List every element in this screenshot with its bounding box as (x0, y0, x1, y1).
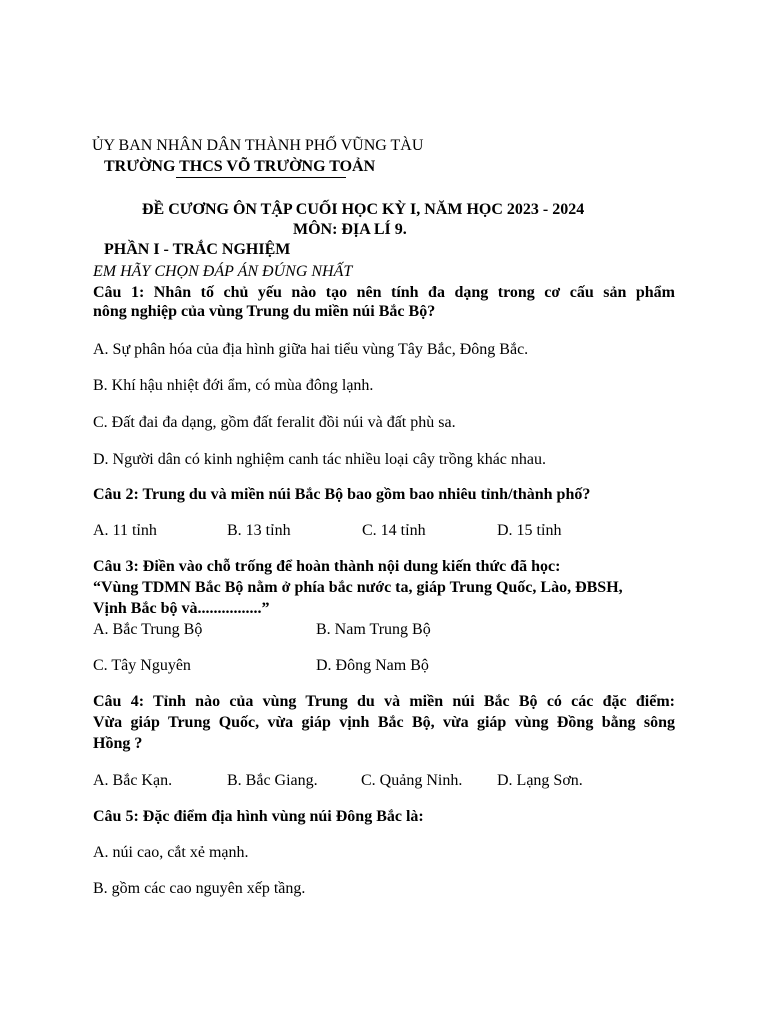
header-underline (176, 177, 346, 178)
question-4-line-3: Hồng ? (93, 735, 143, 752)
question-5-option-b: B. gồm các cao nguyên xếp tầng. (93, 880, 306, 897)
question-1-option-c: C. Đất đai đa dạng, gồm đất feralit đồi núi và đất phù sa. (93, 414, 456, 431)
question-2-option-a: A. 11 tỉnh (93, 522, 157, 539)
question-1-option-b: B. Khí hậu nhiệt đới ẩm, có mùa đông lạnh. (93, 377, 374, 394)
committee-header: ỦY BAN NHÂN DÂN THÀNH PHỐ VŨNG TÀU (92, 137, 424, 154)
question-3-option-b: B. Nam Trung Bộ (316, 621, 431, 638)
question-3-option-c: C. Tây Nguyên (93, 657, 191, 674)
question-2-option-b: B. 13 tỉnh (227, 522, 291, 539)
question-3-option-d: D. Đông Nam Bộ (316, 657, 429, 674)
question-4-line-1: Câu 4: Tỉnh nào của vùng Trung du và miền núi Bắc Bộ có các đặc điểm: (93, 693, 675, 710)
question-4-option-b: B. Bắc Giang. (227, 772, 318, 789)
document-title: ĐỀ CƯƠNG ÔN TẬP CUỐI HỌC KỲ I, NĂM HỌC 2023 - 2024 (142, 201, 585, 218)
question-4-option-c: C. Quảng Ninh. (361, 772, 463, 789)
question-5-option-a: A. núi cao, cắt xẻ mạnh. (93, 844, 249, 861)
school-name: TRƯỜNG THCS VÕ TRƯỜNG TOẢN (104, 158, 376, 175)
question-2-option-c: C. 14 tỉnh (362, 522, 426, 539)
question-2-option-d: D. 15 tỉnh (497, 522, 562, 539)
question-3-option-a: A. Bắc Trung Bộ (93, 621, 203, 638)
question-4-option-d: D. Lạng Sơn. (497, 772, 583, 789)
question-2: Câu 2: Trung du và miền núi Bắc Bộ bao gồm bao nhiêu tỉnh/thành phố? (93, 486, 591, 503)
question-3-line-2: “Vùng TDMN Bắc Bộ nằm ở phía bắc nước ta, giáp Trung Quốc, Lào, ĐBSH, (93, 579, 623, 596)
section-heading: PHẦN I - TRẮC NGHIỆM (104, 241, 291, 258)
question-5: Câu 5: Đặc điểm địa hình vùng núi Đông Bắc là: (93, 808, 424, 825)
subject-title: MÔN: ĐỊA LÍ 9. (293, 221, 407, 238)
question-3-line-1: Câu 3: Điền vào chỗ trống để hoàn thành nội dung kiến thức đã học: (93, 558, 561, 575)
question-1-line-1: Câu 1: Nhân tố chủ yếu nào tạo nên tính đa dạng trong cơ cấu sản phẩm (93, 284, 675, 301)
question-1-line-2: nông nghiệp của vùng Trung du miền núi Bắc Bộ? (93, 303, 436, 320)
question-1-option-d: D. Người dân có kinh nghiệm canh tác nhiều loại cây trồng khác nhau. (93, 451, 546, 468)
section-instruction: EM HÃY CHỌN ĐÁP ÁN ĐÚNG NHẤT (93, 263, 353, 280)
question-4-option-a: A. Bắc Kạn. (93, 772, 173, 789)
question-3-line-3: Vịnh Bắc bộ và................” (93, 600, 270, 617)
question-1-option-a: A. Sự phân hóa của địa hình giữa hai tiểu vùng Tây Bắc, Đông Bắc. (93, 341, 529, 358)
question-4-line-2: Vừa giáp Trung Quốc, vừa giáp vịnh Bắc Bộ, vừa giáp vùng Đồng bằng sông (93, 714, 675, 731)
